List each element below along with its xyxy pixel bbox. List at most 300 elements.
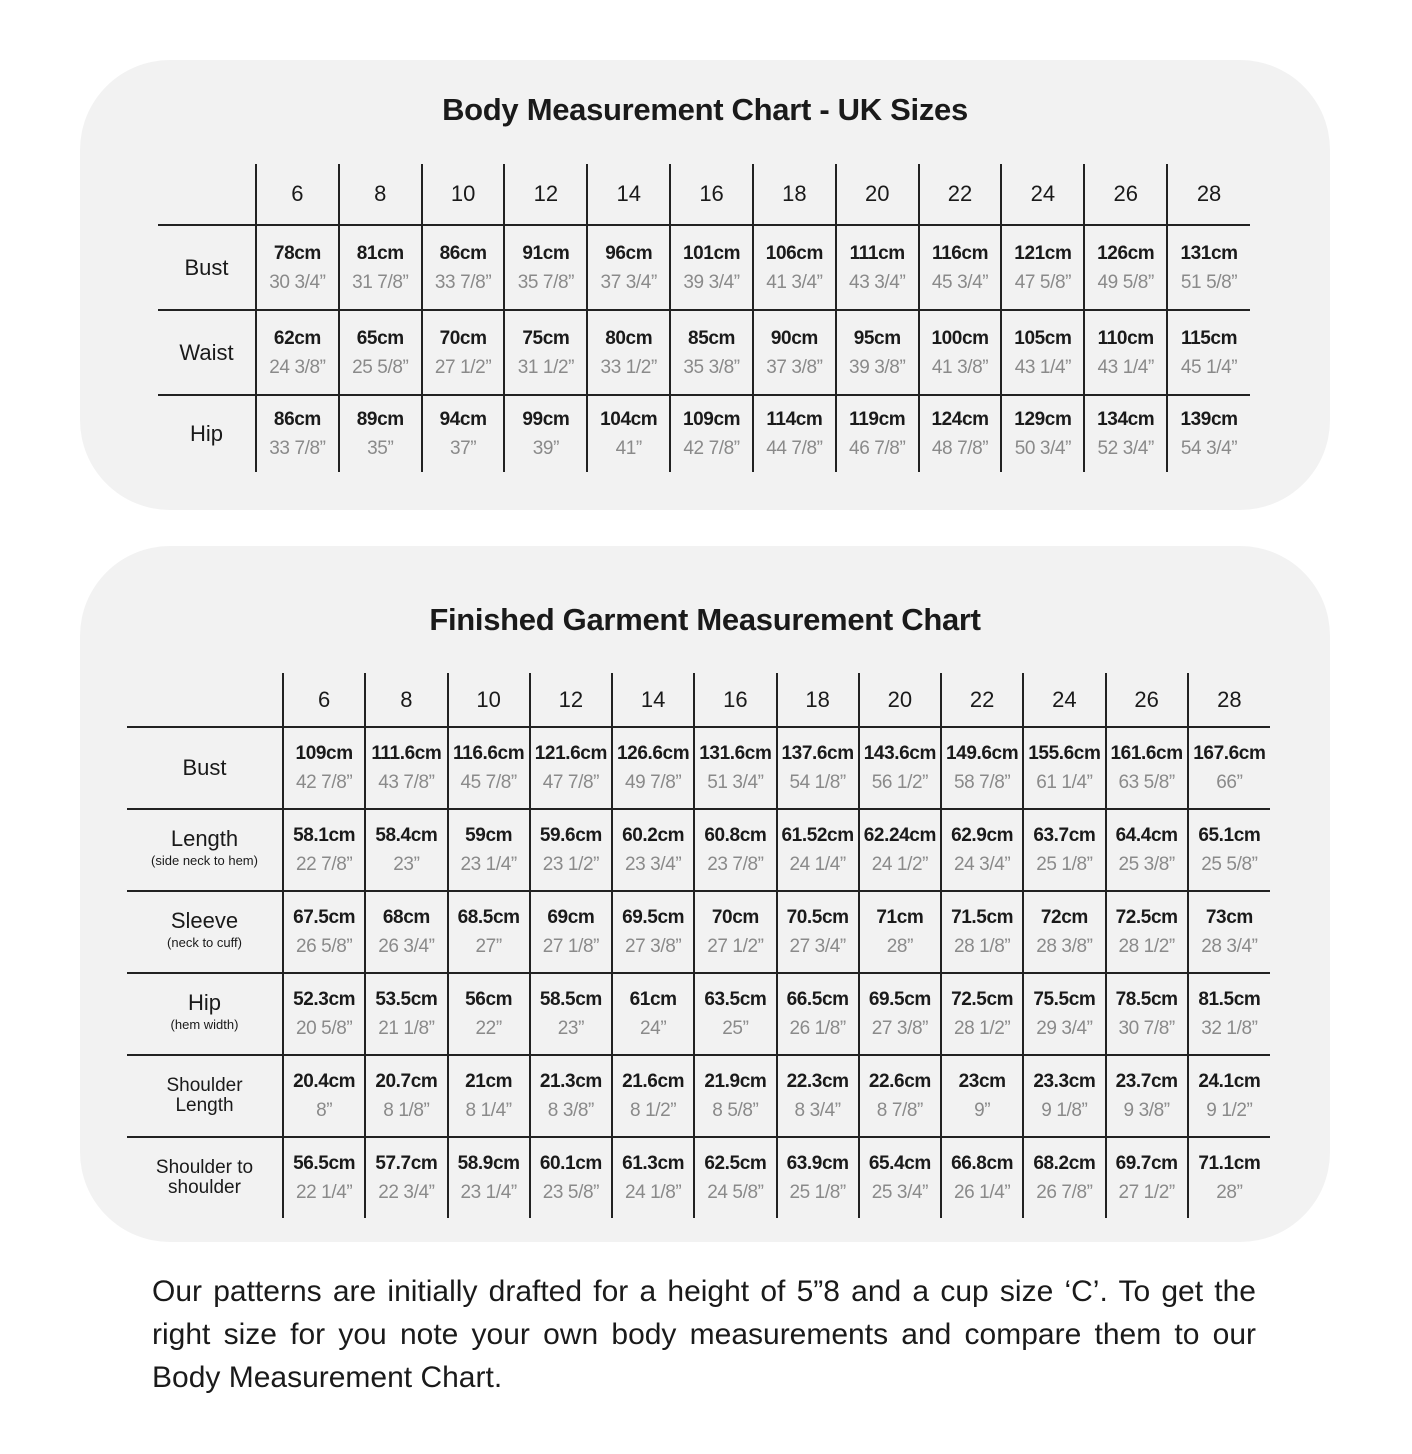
cm-value: 22.6cm xyxy=(868,1071,931,1092)
cm-value: 64.4cm xyxy=(1115,825,1178,846)
measurement-cell xyxy=(612,727,694,809)
size-header: 6 xyxy=(256,164,339,225)
cm-value: 124cm xyxy=(931,409,989,430)
measurement-cell xyxy=(941,809,1023,891)
cm-value: 78.5cm xyxy=(1115,989,1178,1010)
table-row xyxy=(158,310,1250,395)
inch-value: 31 7/8” xyxy=(352,271,409,293)
cm-value: 62.24cm xyxy=(863,825,936,846)
cm-value: 62.5cm xyxy=(704,1153,767,1174)
cm-value: 59cm xyxy=(465,825,513,846)
measurement-cell xyxy=(504,310,587,395)
cm-value: 60.8cm xyxy=(704,825,767,846)
measurement-cell xyxy=(859,727,941,809)
table-row xyxy=(127,1055,1270,1137)
measurement-cell xyxy=(422,310,505,395)
cm-value: 20.4cm xyxy=(293,1071,356,1092)
inch-value: 24 3/8” xyxy=(269,356,326,378)
cm-value: 70.5cm xyxy=(786,907,849,928)
cm-value: 60.2cm xyxy=(622,825,685,846)
inch-value: 51 5/8” xyxy=(1180,271,1238,293)
measurement-cell xyxy=(612,809,694,891)
cm-value: 65.1cm xyxy=(1198,825,1261,846)
inch-value: 24 3/4” xyxy=(953,854,1011,875)
inch-value: 45 3/4” xyxy=(931,271,989,293)
inch-value: 48 7/8” xyxy=(931,438,989,459)
size-header: 28 xyxy=(1167,164,1250,225)
cm-value: 94cm xyxy=(439,409,487,430)
inch-value: 37” xyxy=(449,438,477,459)
measurement-cell xyxy=(777,727,859,809)
inch-value: 25” xyxy=(722,1018,749,1039)
row-label xyxy=(127,1055,283,1137)
inch-value: 8 1/2” xyxy=(630,1100,677,1121)
cm-value: 105cm xyxy=(1014,327,1072,349)
inch-value: 51 3/4” xyxy=(707,772,764,793)
measurement-cell xyxy=(448,1137,530,1218)
row-label-subtext: (hem width) xyxy=(170,1017,239,1032)
inch-value: 25 3/8” xyxy=(1118,854,1175,875)
measurement-cell xyxy=(941,973,1023,1055)
inch-value: 23 1/4” xyxy=(460,1182,517,1203)
table-row xyxy=(127,809,1270,891)
measurement-cell xyxy=(1106,1137,1188,1218)
inch-value: 42 7/8” xyxy=(295,772,353,793)
measurement-cell xyxy=(530,809,612,891)
inch-value: 43 1/4” xyxy=(1097,356,1154,378)
cm-value: 100cm xyxy=(931,327,989,349)
size-header: 14 xyxy=(587,164,670,225)
body-measurement-panel xyxy=(80,60,1330,510)
inch-value: 28 1/2” xyxy=(1118,936,1175,957)
measurement-cell xyxy=(1084,310,1167,395)
inch-value: 27 3/8” xyxy=(624,936,682,957)
inch-value: 25 1/8” xyxy=(789,1182,846,1203)
measurement-cell xyxy=(1023,727,1105,809)
inch-value: 27 3/8” xyxy=(871,1018,929,1039)
size-header: 14 xyxy=(612,673,694,727)
inch-value: 39” xyxy=(532,438,560,459)
measurement-cell xyxy=(530,891,612,973)
measurement-cell xyxy=(530,973,612,1055)
row-label-line: shoulder xyxy=(168,1177,241,1198)
body-chart-title: Body Measurement Chart - UK Sizes xyxy=(442,92,968,127)
cm-value: 73cm xyxy=(1205,907,1253,928)
measurement-cell xyxy=(1001,310,1084,395)
measurement-cell xyxy=(941,1055,1023,1137)
cm-value: 59.6cm xyxy=(539,825,602,846)
inch-value: 29 3/4” xyxy=(1036,1018,1093,1039)
inch-value: 63 5/8” xyxy=(1118,772,1175,793)
inch-value: 41 3/4” xyxy=(766,271,823,293)
sizing-note: Our patterns are initially drafted for a height of 5”8 and a cup size ‘C’. To get the right size for you note your own body measurements and compare them to our Body Measurement Chart. xyxy=(152,1275,1256,1394)
measurement-cell xyxy=(1167,225,1250,310)
inch-value: 9” xyxy=(974,1100,991,1121)
measurement-cell xyxy=(859,1055,941,1137)
inch-value: 61 1/4” xyxy=(1036,772,1093,793)
measurement-cell xyxy=(777,1055,859,1137)
measurement-cell xyxy=(694,727,776,809)
inch-value: 56 1/2” xyxy=(871,772,929,793)
row-label xyxy=(127,973,283,1055)
cm-value: 61.3cm xyxy=(622,1153,685,1174)
cm-value: 70cm xyxy=(439,327,487,349)
inch-value: 9 1/2” xyxy=(1206,1100,1253,1121)
row-label-text: Hip xyxy=(189,421,223,446)
size-header: 26 xyxy=(1106,673,1188,727)
inch-value: 28” xyxy=(1216,1182,1243,1203)
inch-value: 25 5/8” xyxy=(352,356,409,378)
cm-value: 89cm xyxy=(356,409,404,430)
cm-value: 109cm xyxy=(682,409,741,430)
measurement-cell xyxy=(422,225,505,310)
inch-value: 23 1/2” xyxy=(542,854,600,875)
table-row xyxy=(158,395,1250,472)
inch-value: 41” xyxy=(615,438,642,459)
cm-value: 58.1cm xyxy=(293,825,356,846)
cm-value: 21.6cm xyxy=(622,1071,685,1092)
measurement-cell xyxy=(1106,727,1188,809)
table-row xyxy=(158,225,1250,310)
measurement-cell xyxy=(836,395,919,472)
measurement-cell xyxy=(612,1055,694,1137)
size-header: 12 xyxy=(504,164,587,225)
measurement-cell xyxy=(587,395,670,472)
inch-value: 28 1/2” xyxy=(953,1018,1011,1039)
cm-value: 116cm xyxy=(931,242,989,264)
inch-value: 49 5/8” xyxy=(1097,271,1154,293)
cm-value: 58.9cm xyxy=(457,1153,520,1174)
measurement-cell xyxy=(1001,395,1084,472)
row-label-line: Length xyxy=(175,1095,234,1116)
cm-value: 137.6cm xyxy=(781,743,854,764)
cm-value: 110cm xyxy=(1097,327,1154,349)
measurement-cell xyxy=(919,395,1002,472)
inch-value: 35 3/8” xyxy=(683,356,740,378)
cm-value: 68cm xyxy=(382,907,430,928)
size-header: 28 xyxy=(1188,673,1270,727)
cm-value: 167.6cm xyxy=(1193,743,1266,764)
cm-value: 22.3cm xyxy=(786,1071,849,1092)
cm-value: 20.7cm xyxy=(375,1071,438,1092)
table-row xyxy=(127,891,1270,973)
garment-measurement-table xyxy=(127,673,1270,1218)
measurement-cell xyxy=(1084,225,1167,310)
cm-value: 56cm xyxy=(465,989,513,1010)
inch-value: 27 1/8” xyxy=(542,936,600,957)
measurement-cell xyxy=(283,1137,365,1218)
inch-value: 58 7/8” xyxy=(953,772,1011,793)
inch-value: 23 1/4” xyxy=(460,854,517,875)
measurement-cell xyxy=(256,225,339,310)
cm-value: 24.1cm xyxy=(1198,1071,1261,1092)
cm-value: 81cm xyxy=(356,242,404,264)
inch-value: 35” xyxy=(367,438,394,459)
inch-value: 26 1/4” xyxy=(953,1182,1011,1203)
cm-value: 69.7cm xyxy=(1115,1153,1178,1174)
measurement-cell xyxy=(836,310,919,395)
inch-value: 28 3/4” xyxy=(1201,936,1258,957)
cm-value: 72.5cm xyxy=(951,989,1014,1010)
measurement-cell xyxy=(283,973,365,1055)
row-label-text: Bust xyxy=(184,254,229,280)
cm-value: 86cm xyxy=(273,409,321,430)
inch-value: 45 7/8” xyxy=(460,772,517,793)
inch-value: 21 1/8” xyxy=(378,1018,435,1039)
inch-value: 20 5/8” xyxy=(295,1018,353,1039)
inch-value: 24 5/8” xyxy=(707,1182,764,1203)
cm-value: 23.3cm xyxy=(1033,1071,1096,1092)
inch-value: 54 3/4” xyxy=(1180,438,1238,459)
inch-value: 28 3/8” xyxy=(1036,936,1093,957)
cm-value: 71cm xyxy=(876,907,924,928)
inch-value: 23” xyxy=(393,854,420,875)
size-header: 24 xyxy=(1023,673,1105,727)
size-header: 12 xyxy=(530,673,612,727)
table-corner xyxy=(127,673,283,727)
measurement-cell xyxy=(448,809,530,891)
cm-value: 61.52cm xyxy=(781,825,854,846)
measurement-cell xyxy=(836,225,919,310)
measurement-cell xyxy=(283,891,365,973)
cm-value: 85cm xyxy=(688,327,736,349)
measurement-cell xyxy=(530,727,612,809)
measurement-cell xyxy=(859,1137,941,1218)
cm-value: 116.6cm xyxy=(453,743,525,764)
inch-value: 8 1/4” xyxy=(465,1100,512,1121)
row-label xyxy=(127,891,283,973)
measurement-cell xyxy=(1188,727,1270,809)
inch-value: 33 7/8” xyxy=(269,438,326,459)
inch-value: 26 7/8” xyxy=(1036,1182,1093,1203)
cm-value: 62cm xyxy=(273,327,321,349)
inch-value: 8” xyxy=(316,1100,333,1121)
measurement-cell xyxy=(1188,973,1270,1055)
size-header: 10 xyxy=(448,673,530,727)
cm-value: 114cm xyxy=(766,409,823,430)
measurement-cell xyxy=(1188,1055,1270,1137)
measurement-cell xyxy=(777,1137,859,1218)
inch-value: 43 7/8” xyxy=(378,772,435,793)
measurement-cell xyxy=(365,727,447,809)
size-header: 22 xyxy=(941,673,1023,727)
row-label xyxy=(158,225,256,310)
measurement-cell xyxy=(941,891,1023,973)
cm-value: 72cm xyxy=(1040,907,1088,928)
measurement-cell xyxy=(1167,310,1250,395)
measurement-cell xyxy=(587,225,670,310)
cm-value: 60.1cm xyxy=(539,1153,602,1174)
measurement-cell xyxy=(1001,225,1084,310)
measurement-cell xyxy=(753,310,836,395)
inch-value: 9 3/8” xyxy=(1123,1100,1170,1121)
measurement-cell xyxy=(859,973,941,1055)
measurement-cell xyxy=(1106,891,1188,973)
inch-value: 31 1/2” xyxy=(517,356,575,378)
table-corner xyxy=(158,164,256,225)
cm-value: 91cm xyxy=(522,242,570,264)
inch-value: 43 3/4” xyxy=(849,271,906,293)
measurement-cell xyxy=(777,891,859,973)
measurement-cell xyxy=(1023,1137,1105,1218)
inch-value: 49 7/8” xyxy=(624,772,682,793)
size-header: 20 xyxy=(836,164,919,225)
cm-value: 121.6cm xyxy=(534,743,607,764)
inch-value: 23 7/8” xyxy=(707,854,764,875)
measurement-cell xyxy=(339,395,422,472)
row-label-subtext: (neck to cuff) xyxy=(167,935,242,950)
measurement-cell xyxy=(753,225,836,310)
inch-value: 25 5/8” xyxy=(1201,854,1258,875)
inch-value: 27 3/4” xyxy=(789,936,846,957)
size-header: 22 xyxy=(919,164,1002,225)
inch-value: 37 3/4” xyxy=(600,271,657,293)
inch-value: 24 1/4” xyxy=(789,854,846,875)
cm-value: 52.3cm xyxy=(293,989,356,1010)
inch-value: 26 5/8” xyxy=(295,936,353,957)
measurement-cell xyxy=(694,973,776,1055)
inch-value: 41 3/8” xyxy=(931,356,989,378)
size-header: 8 xyxy=(365,673,447,727)
inch-value: 8 7/8” xyxy=(876,1100,923,1121)
cm-value: 56.5cm xyxy=(293,1153,356,1174)
inch-value: 8 3/4” xyxy=(794,1100,841,1121)
measurement-cell xyxy=(694,1055,776,1137)
inch-value: 23 3/4” xyxy=(624,854,682,875)
inch-value: 33 7/8” xyxy=(434,271,492,293)
inch-value: 23” xyxy=(557,1018,584,1039)
table-row xyxy=(127,1137,1270,1218)
cm-value: 131.6cm xyxy=(699,743,772,764)
inch-value: 30 7/8” xyxy=(1118,1018,1175,1039)
row-label-subtext: (side neck to hem) xyxy=(151,853,258,868)
measurement-cell xyxy=(365,1137,447,1218)
inch-value: 27 1/2” xyxy=(707,936,764,957)
garment-chart-title: Finished Garment Measurement Chart xyxy=(429,602,981,637)
measurement-cell xyxy=(1188,1137,1270,1218)
measurement-cell xyxy=(504,395,587,472)
inch-value: 30 3/4” xyxy=(269,271,326,293)
inch-value: 28” xyxy=(886,936,913,957)
measurement-cell xyxy=(1188,891,1270,973)
measurement-cell xyxy=(612,1137,694,1218)
cm-value: 95cm xyxy=(853,327,901,349)
measurement-cell xyxy=(1106,809,1188,891)
size-header: 26 xyxy=(1084,164,1167,225)
cm-value: 70cm xyxy=(711,907,759,928)
row-label-text: Waist xyxy=(179,339,234,365)
inch-value: 22” xyxy=(475,1018,502,1039)
measurement-cell xyxy=(422,395,505,472)
measurement-cell xyxy=(448,891,530,973)
cm-value: 68.2cm xyxy=(1033,1153,1096,1174)
measurement-cell xyxy=(504,225,587,310)
cm-value: 69.5cm xyxy=(868,989,931,1010)
measurement-cell xyxy=(612,973,694,1055)
measurement-cell xyxy=(777,973,859,1055)
measurement-cell xyxy=(256,310,339,395)
measurement-cell xyxy=(612,891,694,973)
row-label-text: Sleeve xyxy=(170,908,239,933)
cm-value: 143.6cm xyxy=(863,743,936,764)
size-header: 20 xyxy=(859,673,941,727)
size-header: 16 xyxy=(694,673,776,727)
measurement-cell xyxy=(919,225,1002,310)
cm-value: 72.5cm xyxy=(1115,907,1178,928)
cm-value: 96cm xyxy=(605,242,653,264)
inch-value: 28 1/8” xyxy=(953,936,1011,957)
inch-value: 26 3/4” xyxy=(378,936,435,957)
measurement-cell xyxy=(941,727,1023,809)
inch-value: 22 1/4” xyxy=(295,1182,353,1203)
cm-value: 129cm xyxy=(1014,409,1072,430)
measurement-cell xyxy=(941,1137,1023,1218)
cm-value: 63.5cm xyxy=(704,989,767,1010)
size-header: 24 xyxy=(1001,164,1084,225)
cm-value: 80cm xyxy=(605,327,653,349)
cm-value: 71.1cm xyxy=(1198,1153,1261,1174)
inch-value: 39 3/4” xyxy=(683,271,740,293)
measurement-cell xyxy=(859,891,941,973)
measurement-cell xyxy=(339,225,422,310)
measurement-cell xyxy=(365,973,447,1055)
measurement-cell xyxy=(777,809,859,891)
cm-value: 126cm xyxy=(1097,242,1155,264)
inch-value: 46 7/8” xyxy=(849,438,906,459)
table-row xyxy=(127,727,1270,809)
inch-value: 32 1/8” xyxy=(1201,1018,1258,1039)
inch-value: 42 7/8” xyxy=(683,438,740,459)
cm-value: 58.5cm xyxy=(539,989,602,1010)
cm-value: 115cm xyxy=(1180,327,1238,349)
cm-value: 66.8cm xyxy=(951,1153,1014,1174)
size-header: 18 xyxy=(753,164,836,225)
cm-value: 67.5cm xyxy=(293,907,356,928)
cm-value: 101cm xyxy=(682,242,741,264)
inch-value: 27 1/2” xyxy=(1118,1182,1175,1203)
measurement-cell xyxy=(670,310,753,395)
cm-value: 68.5cm xyxy=(457,907,520,928)
cm-value: 109cm xyxy=(295,743,353,764)
cm-value: 23.7cm xyxy=(1115,1071,1178,1092)
measurement-cell xyxy=(1023,1055,1105,1137)
cm-value: 81.5cm xyxy=(1198,989,1261,1010)
measurement-cell xyxy=(530,1137,612,1218)
measurement-cell xyxy=(694,1137,776,1218)
inch-value: 44 7/8” xyxy=(766,438,823,459)
cm-value: 126.6cm xyxy=(617,743,690,764)
cm-value: 23cm xyxy=(958,1071,1006,1092)
cm-value: 139cm xyxy=(1180,409,1238,430)
size-header: 18 xyxy=(777,673,859,727)
inch-value: 33 1/2” xyxy=(600,356,657,378)
measurement-cell xyxy=(919,310,1002,395)
measurement-cell xyxy=(448,727,530,809)
inch-value: 37 3/8” xyxy=(766,356,823,378)
cm-value: 61cm xyxy=(629,989,677,1010)
inch-value: 26 1/8” xyxy=(789,1018,846,1039)
cm-value: 75.5cm xyxy=(1033,989,1096,1010)
table-row xyxy=(127,973,1270,1055)
garment-measurement-panel xyxy=(80,546,1330,1242)
inch-value: 24” xyxy=(639,1018,667,1039)
body-measurement-table xyxy=(158,164,1250,472)
measurement-cell xyxy=(1167,395,1250,472)
inch-value: 35 7/8” xyxy=(517,271,575,293)
measurement-cell xyxy=(1106,973,1188,1055)
measurement-cell xyxy=(365,891,447,973)
measurement-cell xyxy=(448,1055,530,1137)
